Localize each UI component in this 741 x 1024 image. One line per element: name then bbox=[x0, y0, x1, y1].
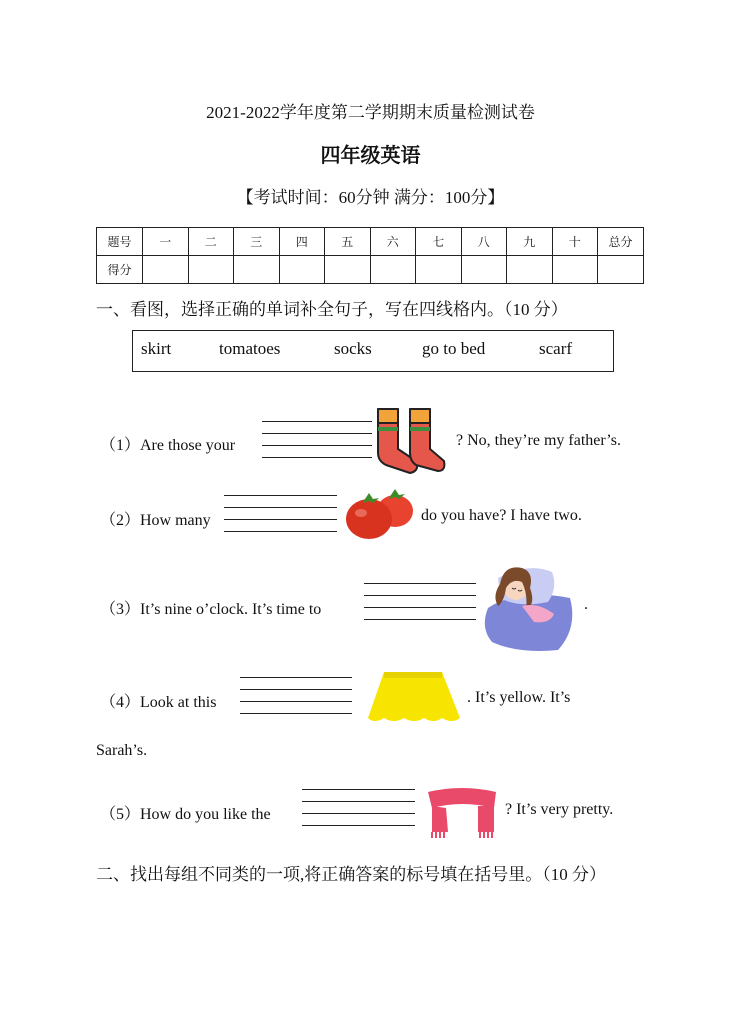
score-table-cell: 二 bbox=[188, 228, 234, 256]
question-3-ending: . bbox=[584, 596, 588, 613]
word-bank-item: socks bbox=[334, 339, 372, 358]
score-input-cell[interactable] bbox=[416, 256, 462, 284]
answer-lines-4[interactable] bbox=[240, 677, 352, 714]
scarf-icon bbox=[424, 782, 500, 838]
score-table-cell: 总分 bbox=[598, 228, 644, 256]
sleeping-girl-icon bbox=[478, 558, 578, 654]
score-input-cell[interactable] bbox=[461, 256, 507, 284]
score-input-cell[interactable] bbox=[188, 256, 234, 284]
section2-heading: 二、找出每组不同类的一项,将正确答案的标号填在括号里。（10 分） bbox=[96, 865, 606, 884]
answer-lines-5[interactable] bbox=[302, 789, 415, 826]
score-input-cell[interactable] bbox=[507, 256, 553, 284]
answer-lines-2[interactable] bbox=[224, 495, 337, 532]
question-2-text: （2）How many bbox=[100, 512, 211, 529]
score-input-cell[interactable] bbox=[598, 256, 644, 284]
exam-title: 2021-2022学年度第二学期期末质量检测试卷 bbox=[206, 103, 535, 122]
exam-subtitle: 四年级英语 bbox=[320, 145, 421, 167]
word-bank-item: go to bed bbox=[422, 339, 486, 358]
question-5-text: （5）How do you like the bbox=[100, 806, 271, 823]
score-input-cell[interactable] bbox=[370, 256, 416, 284]
word-bank-item: tomatoes bbox=[219, 339, 281, 358]
word-bank-item: skirt bbox=[141, 339, 172, 358]
question-4-text: （4）Look at this bbox=[100, 694, 217, 711]
score-table-cell: 七 bbox=[416, 228, 462, 256]
score-table bbox=[96, 227, 644, 284]
score-table-cell: 题号 bbox=[97, 228, 143, 256]
socks-icon bbox=[374, 405, 448, 475]
score-table-cell: 十 bbox=[552, 228, 598, 256]
score-table-cell: 六 bbox=[370, 228, 416, 256]
skirt-icon bbox=[364, 668, 464, 724]
score-table-cell: 四 bbox=[279, 228, 325, 256]
question-4-ending: . It’s yellow. It’s bbox=[467, 689, 571, 706]
question-3-text: （3）It’s nine o’clock. It’s time to bbox=[100, 601, 322, 618]
question-4-continuation: Sarah’s. bbox=[96, 742, 148, 759]
question-5-ending: ? It’s very pretty. bbox=[505, 801, 614, 818]
question-1-text: （1）Are those your bbox=[100, 437, 236, 454]
tomatoes-icon bbox=[343, 485, 415, 541]
answer-lines-3[interactable] bbox=[364, 583, 476, 620]
exam-info: 【考试时间：60分钟 满分：100分】 bbox=[236, 188, 505, 207]
word-bank-item: scarf bbox=[539, 339, 573, 358]
score-input-cell[interactable] bbox=[234, 256, 280, 284]
question-2-ending: do you have? I have two. bbox=[421, 507, 582, 524]
score-table-cell: 得分 bbox=[97, 256, 143, 284]
score-input-cell[interactable] bbox=[143, 256, 189, 284]
score-table-cell: 三 bbox=[234, 228, 280, 256]
score-table-cell: 八 bbox=[461, 228, 507, 256]
word-bank-box bbox=[132, 330, 614, 372]
score-input-cell[interactable] bbox=[279, 256, 325, 284]
score-table-header-row bbox=[97, 228, 644, 256]
score-table-cell: 五 bbox=[325, 228, 371, 256]
score-input-cell[interactable] bbox=[325, 256, 371, 284]
score-input-cell[interactable] bbox=[552, 256, 598, 284]
answer-lines-1[interactable] bbox=[262, 421, 372, 458]
section1-heading: 一、看图，选择正确的单词补全句子，写在四线格内。（10 分） bbox=[96, 300, 568, 319]
question-1-ending: ? No, they’re my father’s. bbox=[456, 432, 621, 449]
score-table-cell: 九 bbox=[507, 228, 553, 256]
score-table-score-row bbox=[97, 256, 644, 284]
score-table-cell: 一 bbox=[143, 228, 189, 256]
